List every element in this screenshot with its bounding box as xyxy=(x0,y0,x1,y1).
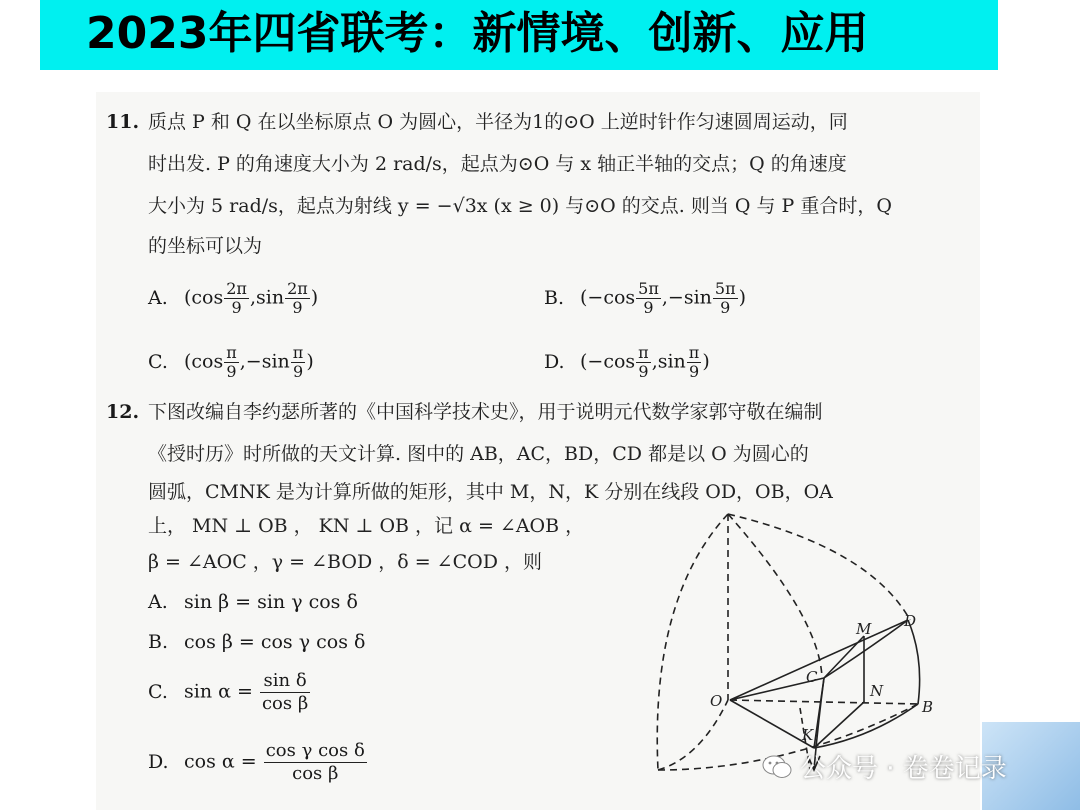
q12-line-5: β = ∠AOC ，γ = ∠BOD ，δ = ∠COD ，则 xyxy=(148,551,542,573)
fraction xyxy=(224,344,239,381)
denominator: 9 xyxy=(688,362,700,381)
label-k: K xyxy=(802,726,814,744)
fraction xyxy=(264,740,367,785)
q12-line-3: 圆弧，CMNK 是为计算所做的矩形，其中 M，N，K 分别在线段 OD，OB，OA xyxy=(148,481,833,503)
numerator: 5π xyxy=(638,279,659,298)
q11-number: 11. xyxy=(106,111,140,133)
option-text: cos β = cos γ cos δ xyxy=(184,631,366,653)
numerator: 2π xyxy=(226,279,247,298)
expr-part: ,sin xyxy=(651,350,686,373)
q11-option-c xyxy=(148,344,314,381)
expr-part: ,sin xyxy=(249,286,285,309)
denominator: cos β xyxy=(292,763,339,784)
label-o: O xyxy=(710,692,723,710)
numerator: π xyxy=(292,343,304,362)
numerator: sin δ xyxy=(260,670,310,693)
option-label: A. xyxy=(148,286,168,309)
q11-option-d xyxy=(544,344,710,381)
option-label: A. xyxy=(148,591,168,613)
q12-option-c xyxy=(148,670,311,715)
arc-db xyxy=(908,620,920,704)
option-label: B. xyxy=(544,286,565,309)
banner-title: 2023年四省联考：新情境、创新、应用 xyxy=(86,8,869,59)
fraction xyxy=(260,670,310,715)
dashed-arc-bottom xyxy=(658,700,728,770)
expr-part: ,−sin xyxy=(661,286,712,309)
numerator: π xyxy=(688,343,700,362)
expr-part: ) xyxy=(702,350,710,373)
option-lhs: sin α = xyxy=(184,680,253,703)
denominator: 9 xyxy=(231,298,242,317)
dashed-line-ob xyxy=(730,700,918,704)
expr-part: (cos xyxy=(184,350,224,373)
denominator: 9 xyxy=(720,298,731,317)
option-text: sin β = sin γ cos δ xyxy=(184,591,358,613)
option-label: B. xyxy=(148,631,169,653)
q12-number: 12. xyxy=(106,401,140,423)
label-d: D xyxy=(904,612,917,630)
label-c: C xyxy=(806,668,818,686)
fraction xyxy=(285,280,310,317)
line-cm xyxy=(824,636,864,678)
option-label: D. xyxy=(148,750,169,773)
numerator: π xyxy=(638,343,649,362)
dashed-arc-left xyxy=(657,514,728,770)
expr-part: ,−sin xyxy=(239,350,290,373)
denominator: 9 xyxy=(292,362,304,381)
q11-line-1: 质点 P 和 Q 在以坐标原点 O 为圆心，半径为1的⊙O 上逆时针作匀速圆周运动，同 xyxy=(148,111,848,133)
denominator: 9 xyxy=(226,362,237,381)
expr-part: (−cos xyxy=(580,350,636,373)
q12-line-1: 下图改编自李约瑟所著的《中国科学技术史》，用于说明元代数学家郭守敬在编制 xyxy=(148,401,823,423)
numerator: π xyxy=(226,343,237,362)
numerator: cos γ cos δ xyxy=(265,740,365,761)
q11-option-b xyxy=(544,280,746,317)
fraction xyxy=(224,280,249,317)
wechat-icon xyxy=(762,754,792,780)
geometry-figure xyxy=(640,508,940,783)
fraction xyxy=(636,280,661,317)
expr-part: ) xyxy=(738,286,747,309)
fraction xyxy=(291,344,306,381)
q12-line-2: 《授时历》时所做的天文计算. 图中的 AB，AC，BD，CD 都是以 O 为圆心的 xyxy=(148,443,809,465)
expr-part: ) xyxy=(306,350,314,373)
q12-option-d xyxy=(148,740,368,785)
q12-option-a xyxy=(148,590,358,614)
fraction xyxy=(713,280,738,317)
label-n: N xyxy=(870,682,884,700)
denominator: 9 xyxy=(638,362,649,381)
q12-line-4: 上， MN ⊥ OB ， KN ⊥ OB ，记 α = ∠AOB ， xyxy=(148,515,585,537)
watermark-text: 公众号 · 卷卷记录 xyxy=(800,754,1007,784)
q12-option-b xyxy=(148,630,365,654)
fraction xyxy=(636,344,651,381)
option-lhs: cos α = xyxy=(184,750,257,773)
dashed-arc-top xyxy=(728,514,910,620)
label-m: M xyxy=(856,620,872,638)
numerator: 5π xyxy=(714,279,736,298)
denominator: 9 xyxy=(292,298,303,317)
option-label: C. xyxy=(148,680,168,703)
dashed-arc-middle xyxy=(728,514,822,678)
numerator: 2π xyxy=(287,279,308,298)
q11-line-2: 时出发. P 的角速度大小为 2 rad/s，起点为⊙O 与 x 轴正半轴的交点；Q 的角速度 xyxy=(148,153,847,175)
denominator: cos β xyxy=(261,693,309,714)
expr-part: (cos xyxy=(184,286,224,309)
expr-part: (−cos xyxy=(580,286,636,309)
fraction xyxy=(687,344,702,381)
option-label: D. xyxy=(544,350,565,373)
option-label: C. xyxy=(148,350,168,373)
title-banner xyxy=(40,0,998,70)
q11-line-3: 大小为 5 rad/s，起点为射线 y = −√3x (x ≥ 0) 与⊙O 的交点. 则当 Q 与 P 重合时，Q xyxy=(148,195,892,217)
q11-option-a xyxy=(148,280,318,317)
line-kn xyxy=(814,702,864,748)
denominator: 9 xyxy=(643,298,654,317)
label-b: B xyxy=(922,698,934,716)
q11-line-4: 的坐标可以为 xyxy=(148,235,263,257)
expr-part: ) xyxy=(310,286,319,309)
